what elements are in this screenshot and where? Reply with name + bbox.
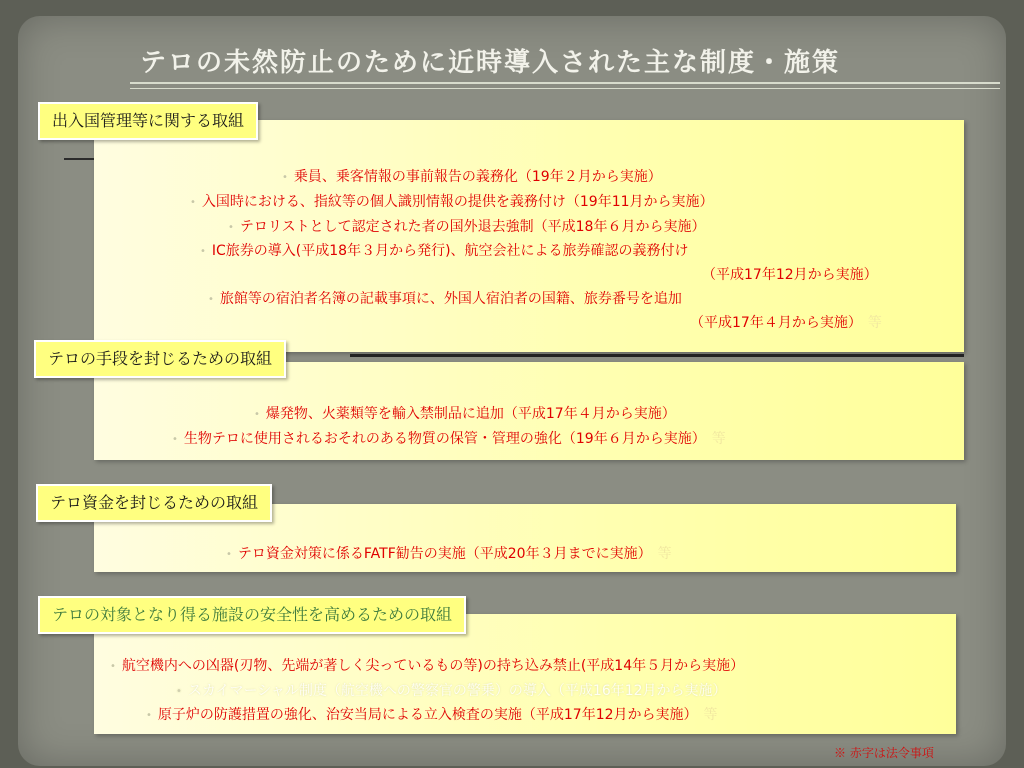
list-item-continuation: （平成17年12月から実施） [702,267,878,283]
bullet-icon: • [190,196,196,208]
bullet-icon: • [176,685,182,697]
bullet-icon: • [228,221,234,233]
list-item: • 入国時における、指紋等の個人識別情報の提供を義務付け（19年11月から実施） [190,194,714,210]
etc-mark: 等 [867,315,882,331]
list-item: • 爆発物、火薬類等を輸入禁制品に追加（平成17年４月から実施） [254,406,676,422]
etc-mark: 等 [711,431,726,447]
section-separator [350,354,964,357]
bullet-icon: • [282,171,288,183]
slide-title: テロの未然防止のために近時導入された主な制度・施策 [140,48,841,78]
section-label-funds: テロ資金を封じるための取組 [36,484,272,522]
section-label-means: テロの手段を封じるための取組 [34,340,286,378]
list-item: • 生物テロに使用されるおそれのある物質の保管・管理の強化（19年６月から実施） 等 [172,431,726,447]
list-item-faded: • スカイマーシャル制度（航空機への警察官の警乗）の導入（平成16年12月から実施） [176,683,727,699]
list-item-continuation: （平成17年４月から実施） 等 [690,315,882,331]
section-label-immigration: 出入国管理等に関する取組 [38,102,258,140]
list-item: • 航空機内への凶器(刃物、先端が著しく尖っているもの等)の持ち込み禁止(平成14年５月から実施） [110,658,745,674]
bullet-icon: • [172,433,178,445]
etc-mark: 等 [657,546,672,562]
list-item: • IC旅券の導入(平成18年３月から発行)、航空会社による旅券確認の義務付け [200,243,689,259]
section-label-facilities: テロの対象となり得る施設の安全性を高めるための取組 [38,596,466,634]
bullet-icon: • [146,709,152,721]
list-item: • 乗員、乗客情報の事前報告の義務化（19年２月から実施） [282,169,662,185]
bullet-icon: • [110,660,116,672]
bullet-icon: • [254,408,260,420]
title-underline [130,82,1000,89]
list-item: • 原子炉の防護措置の強化、治安当局による立入検査の実施（平成17年12月から実施） 等 [146,707,718,723]
etc-mark: 等 [703,707,718,723]
bullet-icon: • [226,548,232,560]
dash-mark [64,158,94,160]
footnote: ※ 赤字は法令事項 [834,746,934,760]
bullet-icon: • [208,293,214,305]
list-item: • 旅館等の宿泊者名簿の記載事項に、外国人宿泊者の国籍、旅券番号を追加 [208,291,682,307]
list-item: • テロリストとして認定された者の国外退去強制（平成18年６月から実施） [228,219,706,235]
list-item: • テロ資金対策に係るFATF勧告の実施（平成20年３月までに実施） 等 [226,546,672,562]
bullet-icon: • [200,245,206,257]
